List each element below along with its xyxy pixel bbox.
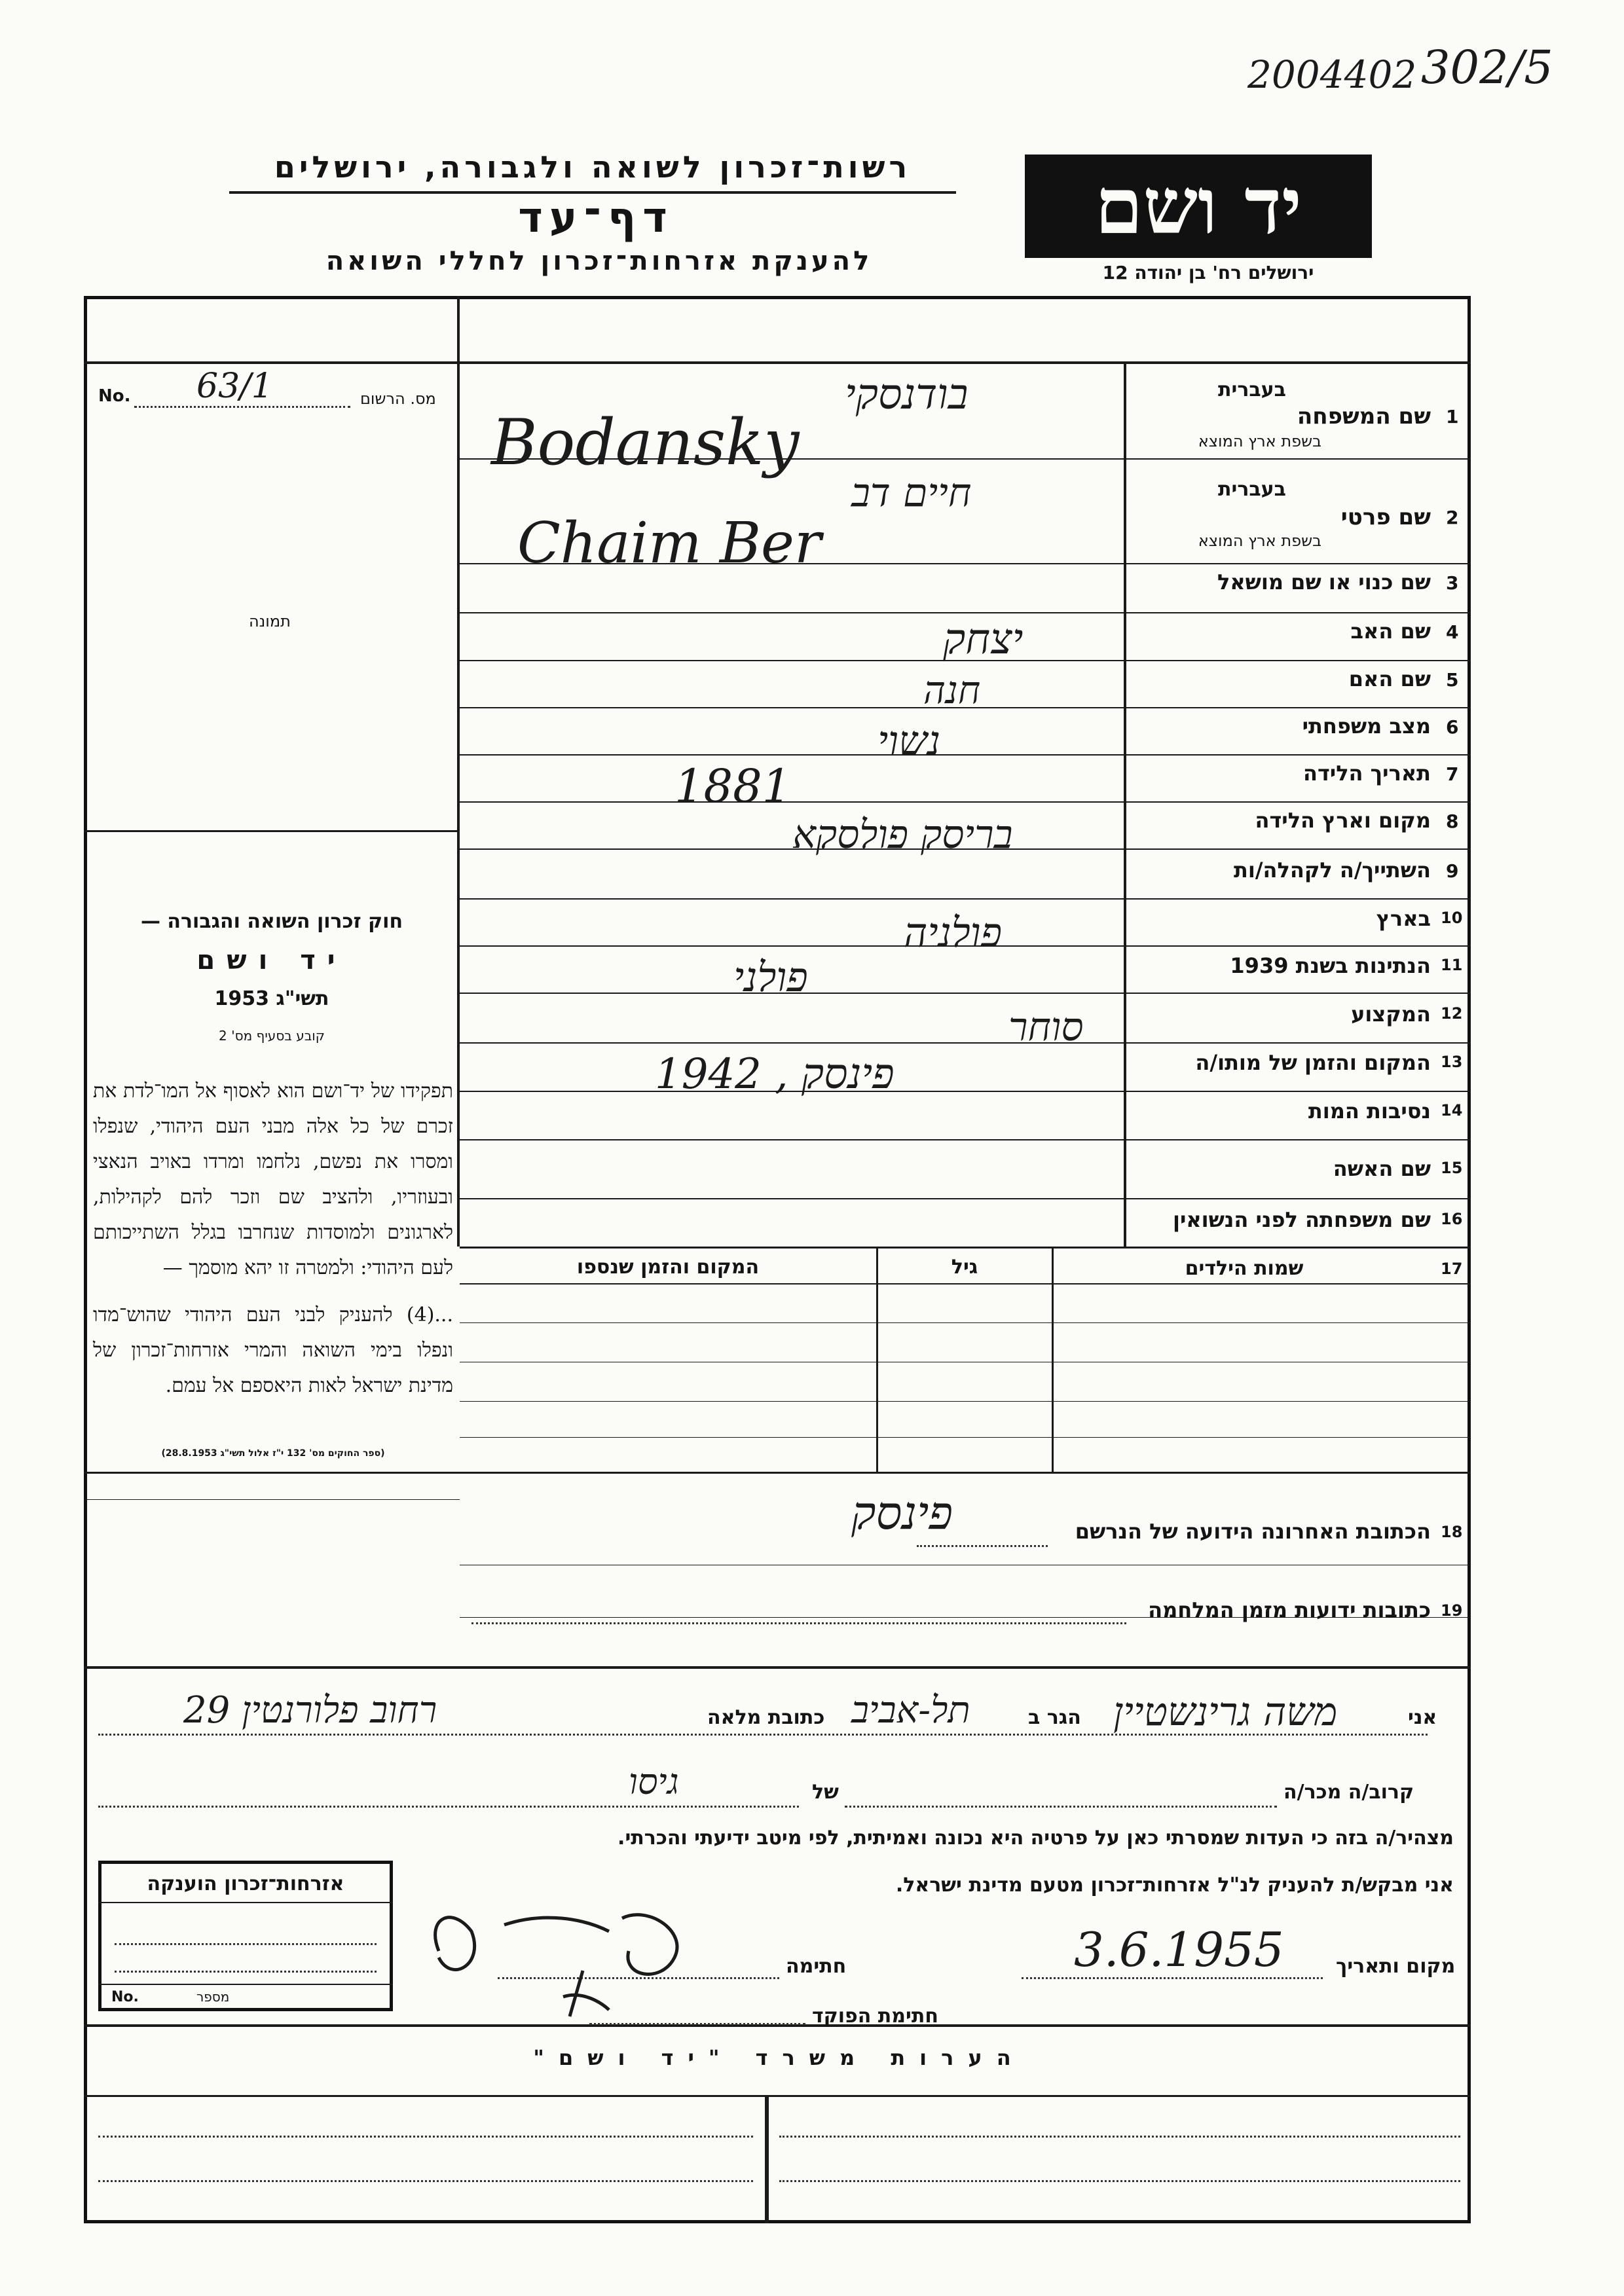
registration-number: 63/1 — [196, 367, 273, 406]
label-hebrew-2: בעברית — [1218, 478, 1286, 501]
num-16: 16 — [1441, 1210, 1463, 1228]
label-maiden-name: שם משפחתה לפני הנשואין — [1172, 1207, 1431, 1232]
decl-city: תל-אביב — [851, 1689, 970, 1732]
birth-date-value: 1881 — [674, 759, 792, 813]
label-citizenship-1939: הנתינות בשנת 1939 — [1230, 953, 1431, 978]
decl-resident-label: הגר ב — [1028, 1706, 1081, 1729]
decl-clerk-label: חתימת הפוקד — [812, 2005, 938, 2028]
label-father: שם האב — [1350, 619, 1431, 644]
num-1: 1 — [1446, 406, 1459, 428]
label-origin-lang-1: בשפת ארץ המוצא — [1198, 432, 1321, 450]
num-12: 12 — [1441, 1004, 1463, 1023]
registration-label: מס. הרשום — [360, 390, 436, 408]
label-birth-place: מקום וארץ הלידה — [1255, 808, 1431, 833]
num-19: 19 — [1441, 1601, 1463, 1620]
last-address-value: פינסק — [851, 1486, 953, 1540]
label-mother: שם האם — [1348, 666, 1431, 691]
birth-place-value: בריסק פולסקא — [792, 812, 1013, 858]
father-value: יצחק — [943, 615, 1024, 664]
label-hebrew-1: בעברית — [1218, 378, 1286, 401]
decl-date: 3.6.1955 — [1074, 1922, 1284, 1977]
num-9: 9 — [1446, 860, 1459, 882]
label-given-name: שם פרטי — [1340, 504, 1431, 530]
stamp-box-number-label: מספר — [196, 1989, 230, 2005]
num-2: 2 — [1446, 507, 1459, 528]
law-clause-4: ...(4) להעניק לבני העם היהודי שהוש־מדו ונפלו בימי השואה והמרי אזרחות־זכרון של מדינת ישראל לאות היאספם אל עמם. — [93, 1303, 453, 1397]
office-notes-heading: הערות משרד "יד ושם" — [533, 2045, 1025, 2070]
label-last-address: הכתובת האחרונה הידועה של הנרשם — [1075, 1519, 1431, 1544]
archive-number-1: 2004402 — [1247, 52, 1417, 97]
decl-request: אני מבקש/ת להעניק לנ"ל אזרחות־זכרון מטעם מדינת ישראל. — [895, 1874, 1454, 1897]
label-birth-date: תאריך הלידה — [1302, 761, 1431, 786]
authority-title: רשות־זכרון לשואה ולגבורה, ירושלים — [274, 149, 912, 185]
decl-place-date-label: מקום ותאריך — [1336, 1955, 1456, 1978]
decl-of-label: של — [812, 1781, 839, 1804]
law-body: תפקידו של יד־ושם הוא לאסוף אל המו־לדת את זכרם של כל אלה מבני העם היהודי, שנפלו ומסרו את נפשם, נלחמו ומרדו באויב הנאצי ובעוזריו, ולהציב שם וזכר להם לקהילות, לארגונים ולמוסדות שנחרבו בגלל השתייכותם לעם היהודי: ולמטרה זו יהא מוסמך — — [93, 1080, 453, 1279]
given-name-hebrew-value: חיים דב — [851, 470, 972, 516]
death-place-time-value: פינסק , 1942 — [655, 1050, 895, 1099]
num-3: 3 — [1446, 572, 1459, 594]
label-wartime-addresses: כתובות ידועות מזמן המלחמה — [1148, 1597, 1431, 1622]
num-6: 6 — [1446, 716, 1459, 738]
profession-value: סוחר — [1008, 1004, 1084, 1050]
num-18: 18 — [1441, 1523, 1463, 1541]
num-14: 14 — [1441, 1101, 1463, 1120]
label-children-age: גיל — [951, 1256, 978, 1279]
surname-hebrew-value: בודנסקי — [845, 371, 969, 419]
law-clause: קובע בסעיף מס' 2 — [219, 1028, 325, 1044]
photo-label: תמונה — [249, 612, 291, 630]
decl-relation: גיסו — [629, 1761, 679, 1802]
label-country: בארץ — [1376, 906, 1431, 931]
label-children-names: שמות הילדים — [1185, 1257, 1304, 1280]
label-surname: שם המשפחה — [1297, 403, 1431, 429]
form-subtitle: להענקת אזרחות־זכרון לחללי השואה — [325, 246, 873, 276]
law-heading: חוק זכרון השואה והגבורה — — [140, 910, 403, 933]
num-7: 7 — [1446, 763, 1459, 785]
label-community: השתייך/ה לקהלה/ות — [1233, 858, 1431, 883]
decl-full-address-label: כתובת מלאה — [707, 1706, 825, 1729]
num-15: 15 — [1441, 1159, 1463, 1177]
num-13: 13 — [1441, 1053, 1463, 1071]
decl-relative-label: קרוב/ה מכר/ה — [1283, 1781, 1414, 1804]
form-title: דף־עד — [518, 194, 674, 242]
country-value: פולניה — [904, 909, 1003, 957]
law-citation: (ספר החוקים מס' 132 י"ז אלול תשי"ג 28.8.1953) — [161, 1448, 385, 1459]
label-origin-lang-2: בשפת ארץ המוצא — [1198, 532, 1321, 550]
citizenship-value: פולני — [733, 953, 808, 1001]
num-17: 17 — [1441, 1260, 1463, 1278]
decl-i: אני — [1408, 1706, 1437, 1729]
registration-no-label: No. — [98, 386, 131, 406]
archive-number-2: 302/5 — [1421, 41, 1553, 94]
decl-submitter: משה גרינשטיין — [1113, 1689, 1338, 1735]
num-11: 11 — [1441, 956, 1463, 974]
mother-value: חנה — [923, 668, 981, 712]
stamp-box-title: אזרחות־זכרון הוענקה — [147, 1872, 344, 1895]
num-4: 4 — [1446, 621, 1459, 643]
family-status-value: נשוי — [877, 717, 941, 765]
label-wife-name: שם האשה — [1333, 1156, 1431, 1181]
header-address: ירושלים רח' בן יהודה 12 — [1102, 262, 1314, 283]
label-nickname: שם כנוי או שם מושאל — [1217, 570, 1431, 594]
yad-vashem-logo: יד ושם — [1025, 155, 1372, 258]
given-name-latin-value: Chaim Ber — [517, 511, 822, 576]
num-8: 8 — [1446, 811, 1459, 832]
label-profession: המקצוע — [1351, 1002, 1431, 1027]
label-children-place-time: המקום והזמן שנספו — [576, 1256, 760, 1279]
surname-latin-value: Bodansky — [491, 406, 800, 479]
num-10: 10 — [1441, 909, 1463, 927]
label-family-status: מצב משפחתי — [1302, 714, 1431, 738]
law-name: יד ושם — [196, 945, 347, 975]
signature-mark — [413, 1892, 714, 2023]
decl-statement: מצהיר/ה בזה כי העדות שמסרתי כאן על פרטיה היא נכונה ואמיתית, לפי מיטב ידיעתי והכרתי. — [618, 1827, 1454, 1850]
label-death-place-time: המקום והזמן של מותו/ה — [1195, 1050, 1431, 1075]
num-5: 5 — [1446, 669, 1459, 691]
law-year: תשי"ג 1953 — [214, 987, 329, 1010]
decl-signature-label: חתימה — [786, 1955, 847, 1978]
label-death-circumstances: נסיבות המות — [1308, 1099, 1431, 1123]
stamp-box-no: No. — [111, 1989, 139, 2005]
decl-street: רחוב פלורנטין 29 — [183, 1689, 437, 1732]
